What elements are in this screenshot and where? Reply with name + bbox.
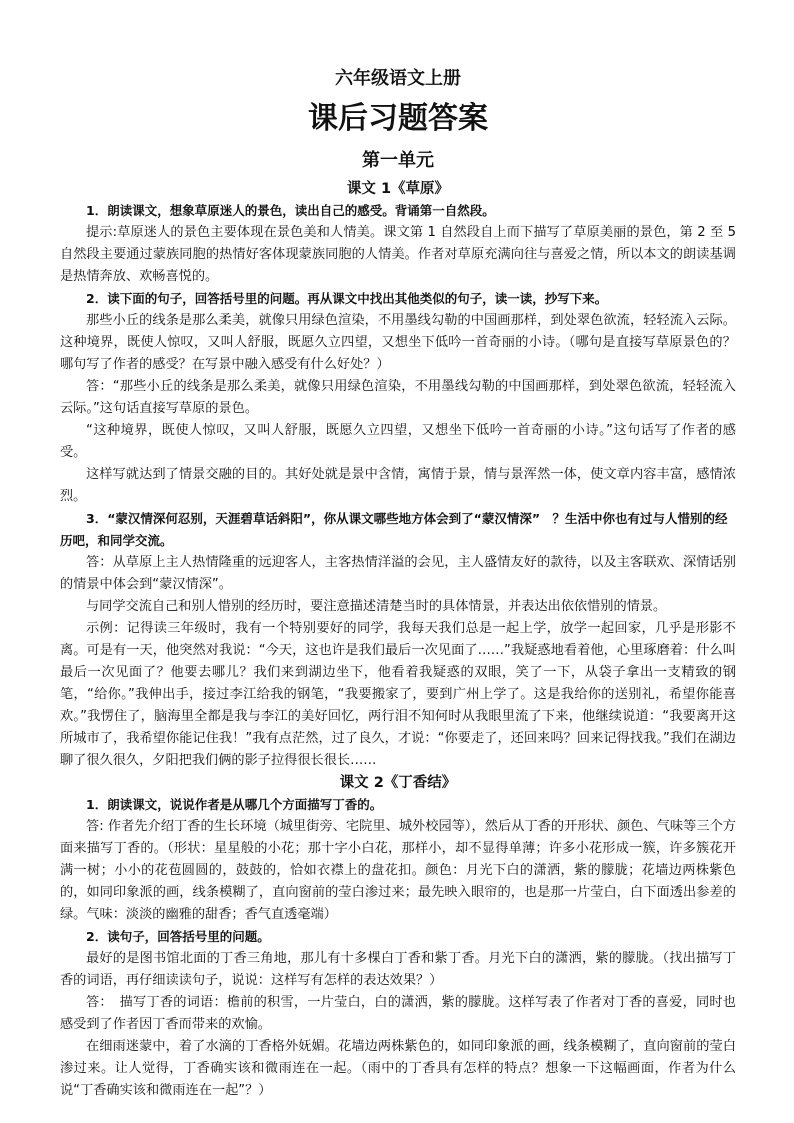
answer-paragraph: 答：“那些小丘的线条是那么柔美，就像只用绿色渲染，不用墨线勾勒的中国画那样，到处翠色欲流，轻轻流入云际。”这句话直接写草原的景色。 bbox=[60, 379, 736, 416]
answer-paragraph: 答：从草原上主人热情隆重的远迎客人，主客热情洋溢的会见，主人盛情友好的款待，以及主客联欢、深情话别的情景中体会到“蒙汉情深”。 bbox=[60, 555, 736, 592]
unit-title: 第一单元 bbox=[362, 150, 434, 171]
question: 1．朗读课文，说说作者是从哪几个方面描写丁香的。 bbox=[86, 797, 383, 812]
answer-paragraph: 这样写就达到了情景交融的目的。其好处就是景中含情，寓情于景，情与景浑然一体，使文章内容丰富，感情浓烈。 bbox=[60, 467, 736, 504]
answer-paragraph: 答: 作者先介绍丁香的生长环境（城里街旁、宅院里、城外校园等），然后从丁香的开形状、颜色、气味等三个方面来描写丁香的。（形状：星星般的小花；那十字小白花，那样小，却不显得单薄；许多小花形成一簇，许多簇花开满一树；小小的花苞圆圆的，鼓鼓的，恰如衣襟上的盘花扣。颜色：月光下白的潇洒，紫的朦胧；花墙边两株紫色的，如同印象派的画，线条模糊了，直向窗前的莹白渗过来；最先映入眼帘的，也是那一片莹白，白下面透出参差的绿。气味：淡淡的幽雅的甜香；香气直透毫端） bbox=[60, 819, 736, 922]
document-content bbox=[60, 64, 736, 1102]
lesson-title: 课文 2《丁香结》 bbox=[339, 775, 457, 791]
answer-paragraph: 提示:草原迷人的景色主要体现在景色美和人情美。课文第 1 自然段自上而下描写了草原美丽的景色，第 2 至 5 自然段主要通过蒙族同胞的热情好客体现蒙族同胞的人情美。作者对草原充满向往与喜爱之情，所以本文的朗读基调是热情奔放、欢畅喜悦的。 bbox=[60, 225, 736, 284]
question: 2．读下面的句子，回答括号里的问题。再从课文中找出其他类似的句子，读一读，抄写下来。 bbox=[86, 291, 608, 306]
answer-paragraph: 答： 描写丁香的词语：檐前的积雪，一片莹白，白的潇洒，紫的朦胧。这样写表了作者对丁香的喜爱，同时也感受到了作者因丁香而带来的欢愉。 bbox=[60, 995, 736, 1032]
text-paragraph: 最好的是图书馆北面的丁香三角地，那儿有十多棵白丁香和紫丁香。月光下白的潇洒，紫的朦胧。（找出描写丁香的词语，再仔细读读句子，说说：这样写有怎样的表达效果？） bbox=[60, 951, 736, 988]
answer-paragraph: 与同学交流自己和别人惜别的经历时，要注意描述清楚当时的具体情景，并表达出依依惜别的情景。 bbox=[86, 599, 667, 614]
answer-paragraph: “这种境界，既使人惊叹，又叫人舒服，既愿久立四望，又想坐下低吟一首奇丽的小诗。”这句话写了作者的感受。 bbox=[60, 423, 736, 460]
question: 3．“蒙汉情深何忍别，天涯碧草话斜阳”，你从课文哪些地方体会到了“蒙汉情深” ？生活中你也有过与人惜别的经历吧，和同学交流。 bbox=[60, 511, 728, 548]
question: 2．读句子，回答括号里的问题。 bbox=[86, 929, 270, 944]
lesson-title: 课文 1《草原》 bbox=[346, 181, 450, 197]
grade-title: 六年级语文上册 bbox=[335, 68, 461, 89]
example-paragraph: 示例：记得读三年级时，我有一个特别要好的同学，我每天我们总是一起上学，放学一起回家，几乎是形影不离。可是有一天，他突然对我说：“今天，这也许是我们最后一次见面了……”我疑惑地看着他，心里琢磨着：什么叫最后一次见面了？他要去哪儿？我们来到湖边坐下，他看着我疑惑的双眼，笑了一下，从袋子拿出一支精致的钢笔，“给你。”我伸出手，接过李江给我的钢笔，“我要搬家了，要到广州上学了。这是我给你的送别礼，希望你能喜欢。”我愣住了，脑海里全都是我与李江的美好回忆，两行泪不知何时从我眼里流了下来，他继续说道：“我要离开这所城市了，我希望你能记住我！”我有点茫然，过了良久，才说：“你要走了，还回来吗？回来记得找我。”我们在湖边聊了很久很久，夕阳把我们俩的影子拉得很长很长…… bbox=[60, 621, 736, 768]
text-paragraph: 那些小丘的线条是那么柔美，就像只用绿色渲染，不用墨线勾勒的中国画那样，到处翠色欲流，轻轻流入云际。这种境界，既使人惊叹，又叫人舒服，既愿久立四望，又想坐下低吟一首奇丽的小诗。（哪句是直接写草原景色的？哪句写了作者的感受？在写景中融入感受有什么好处？） bbox=[60, 313, 736, 372]
page-title: 课后习题答案 bbox=[308, 101, 488, 136]
question: 1．朗读课文，想象草原迷人的景色，读出自己的感受。背诵第一自然段。 bbox=[86, 203, 495, 218]
text-paragraph: 在细雨迷蒙中，着了水滴的丁香格外妩媚。花墙边两株紫色的，如同印象派的画，线条模糊了，直向窗前的莹白渗过来。让人觉得，丁香确实该和微雨连在一起。（雨中的丁香具有怎样的特点？想象一下这幅画面，作者为什么说“丁香确实该和微雨连在一起”？） bbox=[60, 1039, 736, 1098]
